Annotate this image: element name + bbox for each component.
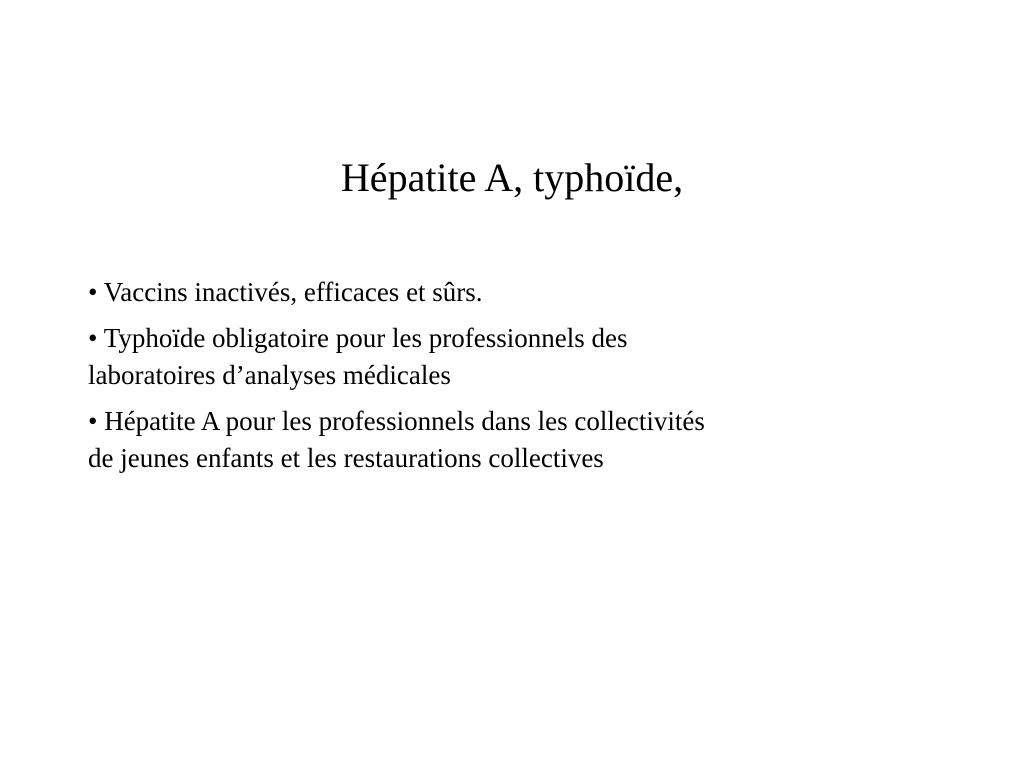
bullet-item-vaccins bbox=[88, 274, 928, 311]
slide-title: Hépatite A, typhoïde, bbox=[340, 155, 684, 200]
bullet-item-hepatite-a bbox=[88, 403, 928, 477]
bullet-item-typhoide bbox=[88, 320, 928, 394]
bullet-line: • Typhoïde obligatoire pour les professionnels des bbox=[88, 323, 628, 353]
bullet-line: laboratoires d’analyses médicales bbox=[88, 360, 451, 390]
bullet-line: • Vaccins inactivés, efficaces et sûrs. bbox=[88, 277, 483, 307]
bullet-list bbox=[88, 274, 928, 486]
bullet-line: de jeunes enfants et les restaurations collectives bbox=[88, 443, 604, 473]
bullet-line: • Hépatite A pour les professionnels dans les collectivités bbox=[88, 406, 705, 436]
